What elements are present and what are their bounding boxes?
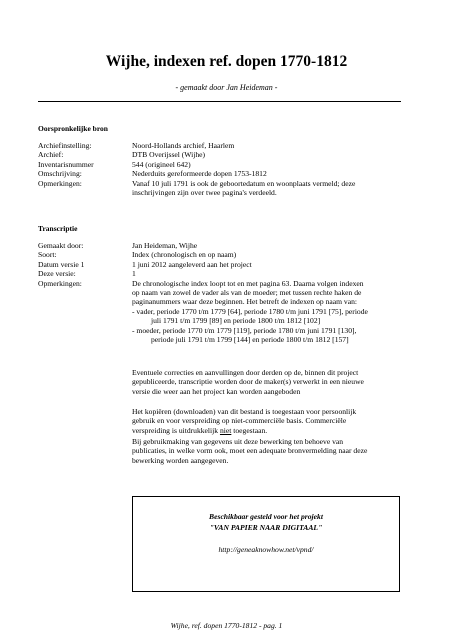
field-label: Opmerkingen: <box>38 178 82 188</box>
note-line: versie die weer aan het project kan worden aangeboden <box>132 386 301 396</box>
project-url-link[interactable]: http://geneaknowhow.net/vpnd/ <box>218 545 314 554</box>
header-divider <box>38 101 401 102</box>
project-box-line2: "VAN PAPIER NAAR DIGITAAL" <box>209 523 323 532</box>
note-line: Bij gebruikmaking van gegevens uit deze bewerking ten behoeve van <box>132 437 344 446</box>
note-line: bewerking worden aangegeven. <box>132 455 229 465</box>
field-label: Opmerkingen: <box>38 278 82 288</box>
transcription-row <box>38 241 401 250</box>
transcription-row <box>38 269 401 278</box>
note-line: Eventuele correcties en aanvullingen door derden op de, binnen dit project <box>132 368 359 377</box>
note-line: gepubliceerde, transcriptie worden door de maker(s) verwerkt in een nieuwe <box>132 377 364 387</box>
source-row <box>38 169 401 178</box>
field-label: Archief: <box>38 150 64 160</box>
field-label: Deze versie: <box>38 269 76 279</box>
transcription-heading: Transcriptie <box>38 224 78 233</box>
remark-line: - vader, periode 1770 t/m 1779 [64], periode 1780 t/m juni 1791 [75], periode <box>132 306 368 316</box>
field-value: Index (chronologisch en op naam) <box>132 250 237 260</box>
field-value: De chronologische index loopt tot en met pagina 63. Daarna volgen indexen <box>132 278 364 288</box>
source-heading: Oorspronkelijke bron <box>38 124 108 133</box>
source-table <box>38 141 401 197</box>
project-box <box>132 496 400 592</box>
emphasis-underline: niet <box>219 425 232 435</box>
page-footer: Wijhe, ref. dopen 1770-1812 - pag. 1 <box>170 621 283 630</box>
project-box-line1: Beschikbaar gesteld voor het projekt <box>209 512 323 521</box>
citation-note <box>132 437 400 465</box>
remark-line: paginanummers waar deze beginnen. Het betreft de indexen op naam van: <box>132 297 357 307</box>
source-row-cont <box>38 188 401 197</box>
transcription-row <box>38 260 401 269</box>
field-label: Inventarisnummer <box>38 159 94 169</box>
page-title: Wijhe, indexen ref. dopen 1770-1812 <box>105 53 348 70</box>
remark-line: - moeder, periode 1770 t/m 1779 [119], periode 1780 t/m juni 1791 [130], <box>132 325 357 335</box>
field-value: Jan Heideman, Wijhe <box>132 241 198 250</box>
field-label: Archiefinstelling: <box>38 141 92 150</box>
remark-line: periode juli 1791 t/m 1799 [144] en periode 1800 t/m 1812 [157] <box>151 335 349 345</box>
field-value: DTB Overijssel (Wijhe) <box>132 150 206 160</box>
note-line: Het kopiëren (downloaden) van dit bestand is toegestaan voor persoonlijk <box>132 407 357 416</box>
note-line: verspreiding is uitdrukkelijk niet toegestaan. <box>132 425 268 435</box>
source-row <box>38 160 401 169</box>
field-value: Noord-Hollands archief, Haarlem <box>132 141 235 150</box>
remark-line: op naam van zowel de vader als van de moeder; met tussen rechte haken de <box>132 288 362 298</box>
transcription-row <box>38 250 401 259</box>
field-label: Soort: <box>38 250 57 260</box>
field-label: Omschrijving: <box>38 169 82 179</box>
remark-line: juli 1791 t/m 1799 [89] en periode 1800 t/m 1812 [102] <box>151 316 321 326</box>
source-row <box>38 179 401 188</box>
field-label: Gemaakt door: <box>38 241 84 250</box>
corrections-note <box>132 368 400 396</box>
field-value: 1 <box>132 269 136 279</box>
source-row <box>38 141 401 150</box>
field-label: Datum versie 1 <box>38 259 85 269</box>
field-value: 544 (origineel 642) <box>132 159 191 169</box>
note-line: publicaties, in welke vorm ook, moet een adequate bronvermelding naar deze <box>132 446 368 456</box>
page-subtitle: - gemaakt door Jan Heideman - <box>175 83 278 92</box>
copyright-note <box>132 407 400 435</box>
field-value: Nederduits gereformeerde dopen 1753-1812 <box>132 169 267 179</box>
note-line: gebruik en voor verspreiding op niet-commerciële basis. Commerciële <box>132 416 347 426</box>
field-value: Vanaf 10 juli 1791 is ook de geboortedatum en woonplaats vermeld; deze <box>132 178 356 188</box>
transcription-row <box>38 279 401 288</box>
field-value: 1 juni 2012 aangeleverd aan het project <box>132 259 252 269</box>
transcription-table <box>38 241 401 344</box>
source-row <box>38 150 401 159</box>
field-value: inschrijvingen zijn over twee pagina's verdeeld. <box>132 188 277 198</box>
